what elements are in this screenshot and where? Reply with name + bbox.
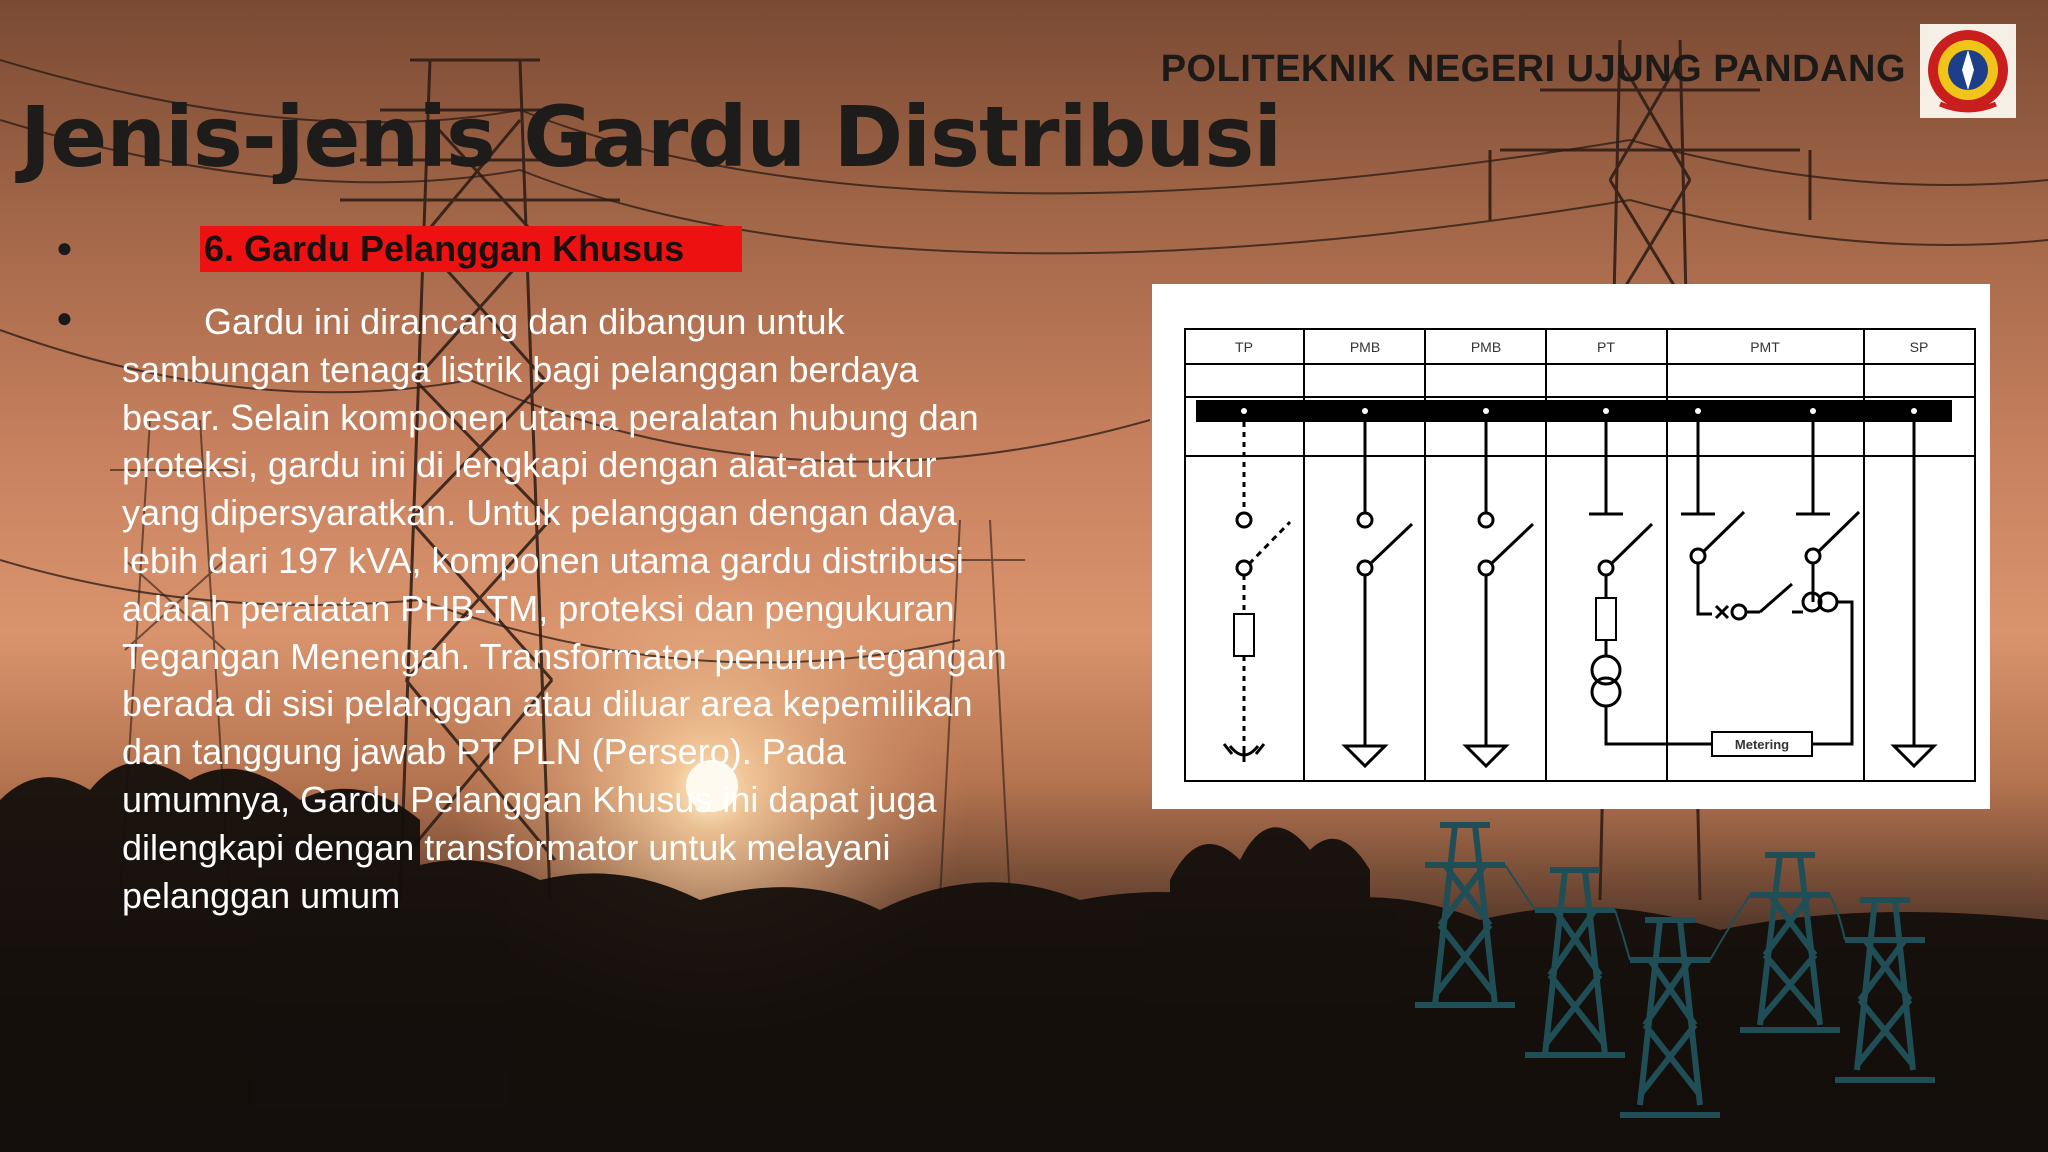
col-label-pt: PT	[1597, 339, 1615, 355]
slide-title: Jenis-jenis Gardu Distribusi	[20, 88, 1282, 186]
org-name: POLITEKNIK NEGERI UJUNG PANDANG	[1160, 48, 1906, 90]
col-label-pmb-1: PMB	[1349, 339, 1381, 355]
col-label-pmt: PMT	[1750, 339, 1780, 355]
col-label-sp: SP	[1909, 339, 1929, 355]
tower-icon	[1835, 900, 1935, 1080]
bullet-marker: ●	[56, 302, 73, 333]
body-paragraph: Gardu ini dirancang dan dibangun untuk sambungan tenaga listrik bagi pelanggan berdaya besar. Selain komponen utama peralatan hubung dan proteksi, gardu ini di lengkapi dengan alat-alat ukur yang dipersyaratkan. Untuk pelanggan dengan daya lebih dari 197 kVA, komponen utama gardu distribusi adalah peralatan PHB-TM, proteksi dan pengukuran Tegangan Menengah. Transformator penurun tegangan berada di sisi pelanggan atau diluar area kepemilikan dan tanggung jawab PT PLN (Persero). Pada umumnya, Gardu Pelanggan Khusus ini dapat juga dilengkapi dengan transformator untuk melayani pelanggan umum	[122, 301, 1007, 916]
busbar	[1196, 400, 1952, 422]
polytechnic-logo-icon	[1920, 24, 2016, 118]
tower-icon	[1415, 825, 1515, 1005]
tower-icon	[1525, 870, 1625, 1055]
transmission-tower-icons	[1395, 805, 1955, 1135]
col-label-pmb-2: PMB	[1470, 339, 1502, 355]
tower-icon	[1620, 920, 1720, 1115]
metering-label: Metering	[1734, 737, 1790, 752]
bullet-marker: ●	[56, 232, 73, 263]
diagram-drawing	[1152, 284, 1990, 809]
subheading-highlight: 6. Gardu Pelanggan Khusus	[200, 226, 742, 272]
tower-icon	[1740, 855, 1840, 1030]
single-line-diagram	[1152, 284, 1990, 809]
col-label-tp: TP	[1235, 339, 1253, 355]
